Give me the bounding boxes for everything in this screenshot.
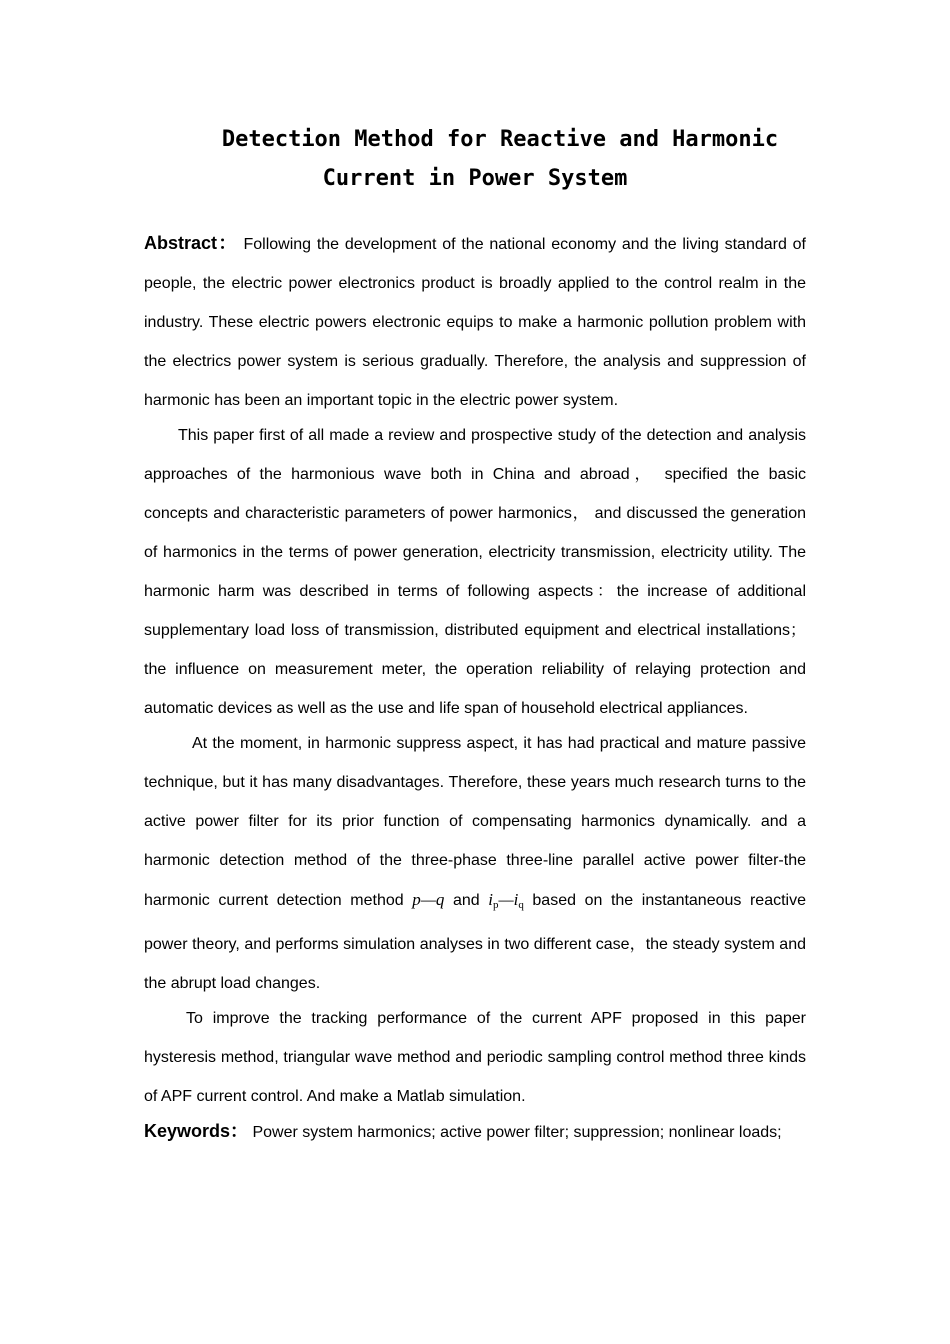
keywords-text: Power system harmonics; active power filter; suppression; nonlinear loads; — [252, 1124, 782, 1141]
abstract-paragraph-3 — [144, 724, 806, 1003]
abstract-section — [144, 224, 806, 1148]
abstract-paragraph-4: To improve the tracking performance of the current APF proposed in this paper hysteresis method, triangular wave method and periodic sampling control method three kinds of APF current control. And make a Matlab simulation. — [144, 1010, 806, 1105]
abstract-text-1: Following the development of the national economy and the living standard of people, the electric power electronics product is broadly applied to the control realm in the industry. These electric powers electronic equips to make a harmonic pollution problem with the electrics power system is serious gradually. Therefore, the analysis and suppression of harmonic has been an important topic in the electric power system. — [144, 236, 806, 409]
keywords-paragraph — [144, 1112, 806, 1152]
abstract-paragraph-2: This paper first of all made a review and prospective study of the detection and analysis approaches of the harmonious wave both in China and abroad， specified the basic concepts and characteristic parameters of power harmonics， and discussed the generation of harmonics in the terms of power generation, electricity transmission, electricity utility. The harmonic harm was described in terms of following aspects：the increase of additional supplementary load loss of transmission, distributed equipment and electrical installations；the influence on measurement meter, the operation reliability of relaying protection and automatic devices as well as the use and life span of household electrical appliances. — [144, 427, 806, 717]
keywords-label: Keywords： — [144, 1121, 249, 1141]
math-p-q: p—q — [412, 890, 445, 909]
math-i-p: $i_p—i_q$ — [488, 890, 524, 911]
abstract-paragraph-1 — [144, 224, 806, 420]
paper-title — [144, 120, 806, 198]
title-line-1: Detection Method for Reactive and Harmonic — [221, 127, 779, 152]
abstract-label: Abstract： — [144, 233, 238, 253]
abstract-text-3a: At the moment, in harmonic suppress aspect, it has had practical and mature passive technique, but it has many disadvantages. Therefore, these years much research turns to the active power filter for its prior function of compensating harmonics dynamically. and a harmonic detection method of the three-phase three-line parallel active power filter-the harmonic current detection method — [144, 735, 806, 909]
word-and: and — [444, 892, 489, 909]
abstract-text-3b: based on the instantaneous reactive power theory, and performs simulation analyses in two different case，the steady system and the abrupt load changes. — [144, 892, 807, 992]
title-line-2: Current in Power System — [322, 166, 628, 191]
